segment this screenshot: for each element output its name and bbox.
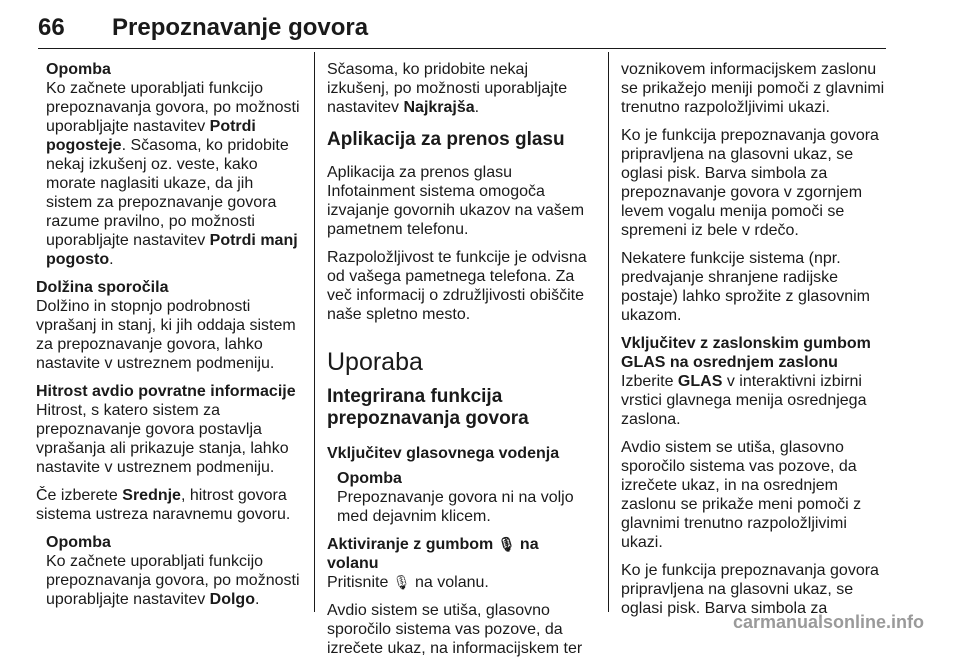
text: . Sčasoma, ko pridobite nekaj izkušenj oz. veste, kako morate naglasiti ukaze, da jih sistem za prepoznavanje govora razume pravilno, po možnosti uporabljajte nastavitev [46,137,289,249]
text: na volanu. [410,574,489,591]
note-block [46,60,302,269]
section-heading: Dolžina sporočila [36,279,169,296]
voice-control-icon: 🎙 [392,574,411,590]
note-title: Opomba [46,534,111,551]
section-heading: Hitrost avdio povratne informacije [36,383,296,400]
voice-control-icon: 🎙 [497,536,516,552]
note-block [46,533,302,609]
paragraph: Razpoložljivost te funkcije je odvisna od vašega pametnega telefona. Za več informacij o združljivosti obiščite naše spletno mesto. [327,249,587,323]
text: Ko začnete uporabljati funkcijo prepoznavanja govora, po možnosti uporabljajte nastavitev [46,80,300,135]
paragraph: Avdio sistem se utiša, glasovno sporočilo sistema vas pozove, da izrečete ukaz, na informacijskem ter [327,602,583,657]
text: Sčasoma, ko pridobite nekaj izkušenj, po možnosti uporabljajte nastavitev [327,61,568,116]
paragraph [621,372,889,429]
section-text: Hitrost, s katero sistem za prepoznavanje govora postavlja vprašanja ali prikazuje stanja, lahko nastavite v ustreznem podmeniju. [36,402,289,476]
section-heading [327,535,593,573]
note-text [46,79,302,269]
watermark: carmanualsonline.info [732,612,924,632]
paragraph: voznikovem informacijskem zaslonu se prikažejo meniji pomoči z glavnimi trenutno razpoložljivimi ukazi. [621,61,885,116]
text: Izberite [621,373,678,390]
text: v interaktivni izbirni vrstici glavnega menija osrednjega zaslona. [621,373,867,428]
column-divider [608,52,609,612]
text: . [474,99,480,116]
paragraph [327,573,593,592]
column-divider [314,52,315,612]
section-text: Dolžino in stopnjo podrobnosti vprašanj in stanj, ki jih oddaja sistem za prepoznavanje govora, lahko nastavite v ustreznem podmeniju. [36,298,296,372]
note-title: Opomba [46,61,111,78]
chapter-heading: Uporaba [327,348,423,376]
subsection-heading: Integrirana funkcija prepoznavanja govora [327,386,529,429]
text: Če izberete [36,487,123,504]
paragraph: Avdio sistem se utiša, glasovno sporočilo sistema vas pozove, da izrečete ukaz, in na osrednjem zaslonu se prikaže meni pomoči z glavnimi trenutno razpoložljivimi ukazi. [621,439,862,551]
note-block [337,469,593,526]
paragraph [327,60,593,117]
text: Aktiviranje z gumbom [327,536,498,553]
paragraph: Aplikacija za prenos glasu Infotainment sistema omogoča izvajanje govornih ukazov na vašem pametnem telefonu. [327,164,585,238]
column-left [36,60,302,618]
note-text [46,552,302,609]
message-length-section [36,278,302,373]
note-title: Opomba [337,470,402,487]
audio-speed-section [36,382,302,477]
paragraph [36,486,302,524]
setting-name: Najkrajša [403,99,475,116]
setting-name: Dolgo [209,591,255,608]
text: . [254,591,260,608]
text: . [109,251,114,268]
section-heading: Vključitev glasovnega vodenja [327,445,560,462]
text: Pritisnite [327,574,393,591]
page-title: Prepoznavanje govora [112,14,369,41]
page-header [38,14,886,49]
setting-name: Srednje [122,487,181,504]
text: , hitrost govora sistema ustreza naravnemu govoru. [36,487,291,523]
setting-name: Potrdi pogosteje [46,118,256,154]
note-text: Prepoznavanje govora ni na voljo med dejavnim klicem. [337,489,574,525]
column-right [621,60,889,627]
setting-name: Potrdi manj pogosto [46,232,298,268]
section-heading: Aplikacija za prenos glasu [327,129,565,150]
paragraph: Ko je funkcija prepoznavanja govora pripravljena na glasovni ukaz, se oglasi pisk. Barva simbola za prepoznavanje govora v zgornjem levem vogalu menija pomoči se spremeni iz bele v rdečo. [621,127,879,239]
column-middle [327,60,593,667]
text: Ko začnete uporabljati funkcijo prepoznavanja govora, po možnosti uporabljajte nastavitev [46,553,300,608]
page-number: 66 [38,14,65,41]
text: na volanu [327,536,539,572]
paragraph: Ko je funkcija prepoznavanja govora pripravljena na glasovni ukaz, se oglasi pisk. Barva simbola za [621,562,879,617]
setting-name: GLAS [677,373,723,390]
section-heading: Vključitev z zaslonskim gumbom GLAS na osrednjem zaslonu [621,335,871,371]
paragraph: Nekatere funkcije sistema (npr. predvajanje shranjene radijske postaje) lahko sprožite z glasovnim ukazom. [621,250,871,324]
